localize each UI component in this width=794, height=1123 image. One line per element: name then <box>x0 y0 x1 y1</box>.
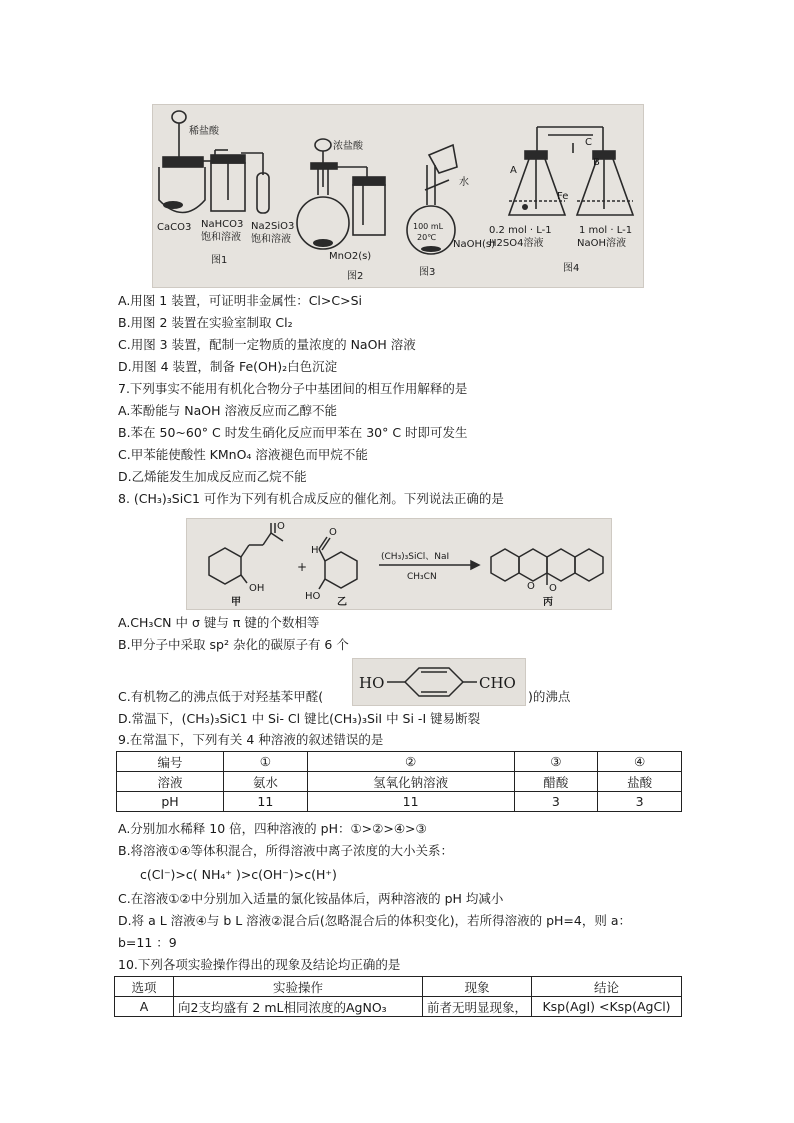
label-mno2: MnO2(s) <box>329 251 372 262</box>
q9-table <box>116 751 682 812</box>
q8-option-b: B.甲分子中采取 sp² 杂化的碳原子有 6 个 <box>118 637 349 652</box>
bing-ring-o1: O <box>527 581 535 592</box>
table-header: 实验操作 <box>174 977 423 997</box>
p-hydroxybenzaldehyde-structure <box>352 658 526 706</box>
label-a: A <box>510 165 517 176</box>
table-cell: 氢氧化钠溶液 <box>307 772 514 792</box>
q8-stem: 8. (CH₃)₃SiC1 可作为下列有机合成反应的催化剂。下列说法正确的是 <box>118 491 504 506</box>
table-cell: A <box>115 997 174 1017</box>
q8-option-c: C.有机物乙的沸点低于对羟基苯甲醛( <box>118 689 324 704</box>
q9-option-d-cont: b=11 ：9 <box>118 935 177 950</box>
yi-ho: HO <box>305 591 321 602</box>
q6-option-d: D.用图 4 装置，制备 Fe(OH)₂白色沉淀 <box>118 359 338 374</box>
table-row <box>117 792 682 812</box>
label-b: B <box>593 157 600 168</box>
q8-option-a: A.CH₃CN 中 σ 键与 π 键的个数相等 <box>118 615 320 630</box>
reaction-scheme <box>187 519 611 609</box>
table-cell: ② <box>307 752 514 772</box>
q6-option-b: B.用图 2 装置在实验室制取 Cl₂ <box>118 315 293 330</box>
jia-ketone-o: O <box>277 521 285 532</box>
formula-cho: CHO <box>479 674 516 692</box>
label-bing: 丙 <box>543 597 553 608</box>
table-cell: 3 <box>514 792 598 812</box>
table-cell: ③ <box>514 752 598 772</box>
q7-option-b: B.苯在 50~60° C 时发生硝化反应而甲苯在 30° C 时即可发生 <box>118 425 468 440</box>
table-cell: 醋酸 <box>514 772 598 792</box>
q9-option-c: C.在溶液①②中分别加入适量的氯化铵晶体后，两种溶液的 pH 均减小 <box>118 891 504 906</box>
label-nahco3: NaHCO3 <box>201 219 244 230</box>
label-flask-temp: 20℃ <box>417 233 437 242</box>
jia-oh: OH <box>249 583 265 594</box>
q7-option-c: C.甲苯能使酸性 KMnO₄ 溶液褪色而甲烷不能 <box>118 447 368 462</box>
table-cell: 向2支均盛有 2 mL相同浓度的AgNO₃ <box>174 997 423 1017</box>
bing-ring-o2: O <box>549 583 557 594</box>
q8-option-c-tail: )的沸点 <box>528 689 571 704</box>
table-row <box>117 772 682 792</box>
table-header: 选项 <box>115 977 174 997</box>
label-conc-hcl: 浓盐酸 <box>333 141 363 152</box>
table-header: 结论 <box>532 977 682 997</box>
yi-ald-o: O <box>329 527 337 538</box>
q6-option-c: C.用图 3 装置，配制一定物质的量浓度的 NaOH 溶液 <box>118 337 416 352</box>
table-cell: 编号 <box>117 752 224 772</box>
label-fig3: 图3 <box>419 267 436 278</box>
yi-ald-h: H <box>311 545 319 556</box>
table-cell: Ksp(AgI) <Ksp(AgCl) <box>532 997 682 1017</box>
table-cell: ④ <box>598 752 682 772</box>
label-yi: 乙 <box>337 597 347 608</box>
reaction-figure <box>186 518 612 610</box>
label-c: C <box>585 137 592 148</box>
table-row <box>115 977 682 997</box>
label-na2sio3-sol: 饱和溶液 <box>251 234 291 245</box>
label-nahco3-sol: 饱和溶液 <box>201 232 241 243</box>
label-h2so4: H2SO4溶液 <box>489 238 544 249</box>
table-cell: pH <box>117 792 224 812</box>
q7-option-d: D.乙烯能发生加成反应而乙烷不能 <box>118 469 307 484</box>
label-caco3: CaCO3 <box>157 222 192 233</box>
label-naoh-conc: 1 mol · L-1 <box>579 225 633 236</box>
table-header: 现象 <box>423 977 532 997</box>
q9-stem: 9.在常温下，下列有关 4 种溶液的叙述错误的是 <box>118 732 384 747</box>
label-flask-vol: 100 mL <box>413 222 444 231</box>
table-cell: 氨水 <box>224 772 308 792</box>
label-naoh-sol: NaOH溶液 <box>577 238 626 249</box>
table-cell: 前者无明显现象， <box>423 997 532 1017</box>
table-cell: 11 <box>224 792 308 812</box>
table-row <box>115 997 682 1017</box>
reagent-bottom: CH₃CN <box>407 572 437 582</box>
label-fig2: 图2 <box>347 271 364 282</box>
apparatus-figure <box>152 104 644 288</box>
table-row <box>117 752 682 772</box>
label-h2so4-conc: 0.2 mol · L-1 <box>489 225 552 236</box>
label-fig1: 图1 <box>211 255 228 266</box>
q9-option-a: A.分别加水稀释 10 倍，四种溶液的 pH：①>②>④>③ <box>118 821 427 836</box>
table-cell: 11 <box>307 792 514 812</box>
q10-stem: 10.下列各项实验操作得出的现象及结论均正确的是 <box>118 957 401 972</box>
q9-option-d: D.将 a L 溶液④与 b L 溶液②混合后(忽略混合后的体积变化)，若所得溶液的 pH=4，则 a： <box>118 913 631 928</box>
table-cell: 盐酸 <box>598 772 682 792</box>
q9-option-b-formula: c(Cl⁻)>c( NH₄⁺ )>c(OH⁻)>c(H⁺) <box>140 867 337 882</box>
table-cell: 3 <box>598 792 682 812</box>
q7-option-a: A.苯酚能与 NaOH 溶液反应而乙醇不能 <box>118 403 338 418</box>
q6-option-a: A.用图 1 装置，可证明非金属性：Cl>C>Si <box>118 293 362 308</box>
apparatus-drawing <box>153 105 643 287</box>
label-fig4: 图4 <box>563 263 580 274</box>
label-naoh-s: NaOH(s) <box>453 239 496 250</box>
formula-ho: HO <box>359 674 385 692</box>
label-na2sio3: Na2SiO3 <box>251 221 295 232</box>
plus-sign: + <box>297 560 308 574</box>
table-cell: ① <box>224 752 308 772</box>
q7-stem: 7.下列事实不能用有机化合物分子中基团间的相互作用解释的是 <box>118 381 468 396</box>
table-cell: 溶液 <box>117 772 224 792</box>
q10-table <box>114 976 682 1017</box>
reagent-top: (CH₃)₃SiCl、NaI <box>381 552 450 562</box>
label-water: 水 <box>459 177 469 188</box>
label-dilute-hcl: 稀盐酸 <box>189 126 219 137</box>
q9-option-b: B.将溶液①④等体积混合，所得溶液中离子浓度的大小关系： <box>118 843 453 858</box>
label-fe: Fe <box>557 191 569 202</box>
label-jia: 甲 <box>231 597 241 608</box>
q8-option-d: D.常温下，(CH₃)₃SiC1 中 Si- Cl 键比(CH₃)₃SiI 中 Si -I 键易断裂 <box>118 711 481 726</box>
